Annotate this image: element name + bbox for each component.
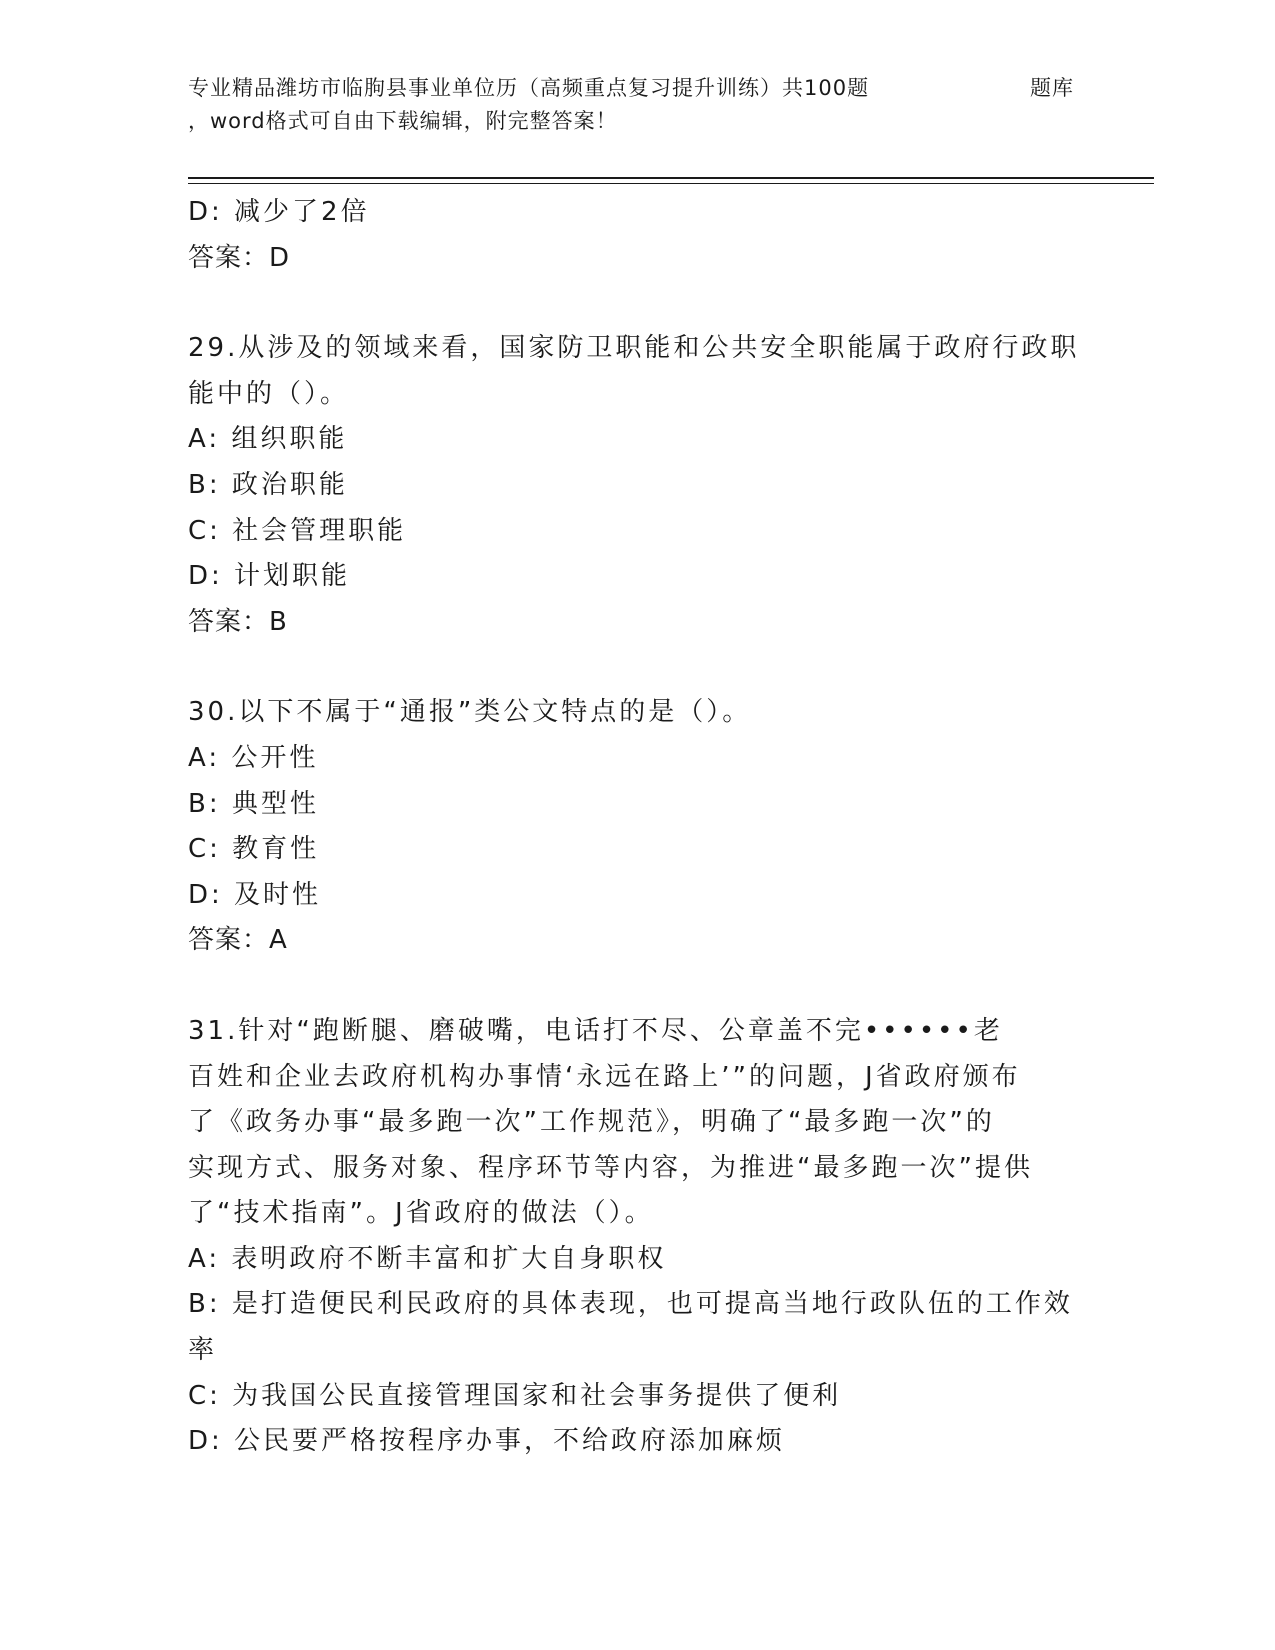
spacer	[188, 964, 1088, 1009]
question-29	[188, 326, 1088, 645]
prev-question-block	[188, 190, 1088, 281]
question-stem: 百姓和企业去政府机构办事情‘永远在路上’”的问题，J省政府颁布	[188, 1061, 1021, 1092]
answer-line: 答案：A	[188, 925, 288, 956]
header-title-line1: 专业精品潍坊市临朐县事业单位历（高频重点复习提升训练）共100题	[188, 76, 870, 100]
question-stem: 了“技术指南”。J省政府的做法（）。	[188, 1198, 654, 1229]
option-a: A: 公开性	[188, 742, 319, 773]
question-31	[188, 1009, 1088, 1465]
question-stem: 能中的（）。	[188, 378, 350, 409]
option-d: D: 公民要严格按程序办事，不给政府添加麻烦	[188, 1426, 786, 1457]
question-stem: 了《政务办事“最多跑一次”工作规范》，明确了“最多跑一次”的	[188, 1107, 995, 1138]
header-divider-thin	[188, 183, 1154, 184]
option-a: A: 表明政府不断丰富和扩大自身职权	[188, 1243, 667, 1274]
spacer	[188, 645, 1088, 690]
option-b: B: 典型性	[188, 788, 319, 819]
option-d: D: 计划职能	[188, 561, 351, 592]
option-c: C: 教育性	[188, 834, 320, 865]
header-divider-thick	[188, 177, 1154, 179]
question-content	[188, 190, 1088, 1465]
option-c: C: 为我国公民直接管理国家和社会事务提供了便利	[188, 1380, 842, 1411]
option-b: B: 政治职能	[188, 469, 348, 500]
option-c: C: 社会管理职能	[188, 515, 407, 546]
option-d: D: 及时性	[188, 879, 322, 910]
question-stem: 实现方式、服务对象、程序环节等内容，为推进“最多跑一次”提供	[188, 1152, 1033, 1183]
header-title-line2: ，word格式可自由下载编辑，附完整答案！	[188, 109, 618, 133]
option-b: B: 是打造便民利民政府的具体表现，也可提高当地行政队伍的工作效	[188, 1289, 1073, 1320]
option-b-continuation: 率	[188, 1335, 218, 1366]
question-stem: 29.从涉及的领域来看，国家防卫职能和公共安全职能属于政府行政职	[188, 333, 1080, 364]
answer-line: 答案：D	[188, 242, 291, 273]
header-title-tag: 题库	[1030, 76, 1074, 100]
option-a: A: 组织职能	[188, 424, 348, 455]
spacer	[188, 281, 1088, 326]
document-header	[188, 72, 1088, 138]
question-30	[188, 690, 1088, 964]
question-stem: 30.以下不属于“通报”类公文特点的是（）。	[188, 697, 752, 728]
option-d: D: 减少了2倍	[188, 197, 370, 227]
answer-line: 答案：B	[188, 606, 288, 637]
question-stem: 31.针对“跑断腿、磨破嘴，电话打不尽、公章盖不完••••••老	[188, 1015, 1003, 1046]
